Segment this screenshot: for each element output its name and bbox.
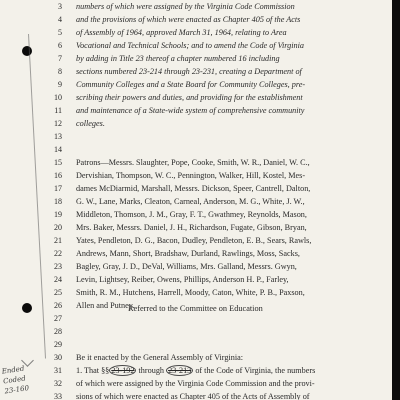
patrons-line: 15 Patrons—Messrs. Slaughter, Pope, Cooke, Smith, W. R., Daniel, W. C.,	[54, 158, 310, 167]
bill-line: 4 and the provisions of which were enacted as Chapter 405 of the Acts	[58, 15, 301, 24]
bill-line: 3 numbers of which were assigned by the Virginia Code Commission	[58, 2, 295, 11]
bill-line: 9 Community Colleges and a State Board for Community Colleges, pre-	[58, 80, 306, 89]
patrons-line: 21 Yates, Pendleton, D. G., Bacon, Dudley, Pendleton, E. B., Sears, Rawls,	[54, 236, 312, 245]
patrons-line: 19 Middleton, Thomson, J. M., Gray, F. T., Gwathmey, Reynolds, Mason,	[54, 210, 307, 219]
bill-line: 11 and maintenance of a State-wide system of comprehensive community	[54, 106, 305, 115]
circled-section-reference: 23-213	[168, 366, 192, 375]
scan-border	[392, 0, 400, 400]
handwritten-margin-note: Ended Coded 23-160	[1, 364, 30, 396]
patrons-line: 20 Mrs. Baker, Messrs. Daniel, J. H., Richardson, Fugate, Gibson, Bryan,	[54, 223, 307, 232]
patrons-line: 16 Dervishian, Thompson, W. C., Pennington, Walker, Hill, Kostel, Mes-	[54, 171, 306, 180]
bill-line: 28	[54, 327, 62, 336]
circled-section-reference: 23-192	[111, 366, 135, 375]
enactment-line: 30 Be it enacted by the General Assembly of Virginia:	[54, 353, 244, 362]
patrons-line: 18 G. W., Lane, Marks, Cleaton, Carneal, Anderson, M. G., White, J. W.,	[54, 197, 305, 206]
patrons-line: 22 Andrews, Mann, Short, Bradshaw, Durland, Rawlings, Moss, Sacks,	[54, 249, 300, 258]
bill-line: 29	[54, 340, 62, 349]
punch-hole-top	[22, 46, 32, 56]
committee-referral: Referred to the Committee on Education	[128, 304, 263, 313]
bill-line: 10 scribing their powers and duties, and providing for the establishment	[54, 93, 303, 102]
punch-hole-bottom	[22, 303, 32, 313]
bill-line: 27	[54, 314, 62, 323]
bill-line: 8 sections numbered 23-214 through 23-231, creating a Department of	[58, 67, 302, 76]
bill-line: 14	[54, 145, 62, 154]
bill-line: 13	[54, 132, 62, 141]
patrons-line: 17 dames McDiarmid, Marshall, Messrs. Dickson, Speer, Cantrell, Dalton,	[54, 184, 311, 193]
patrons-line: 26 Allen and Putney.	[54, 301, 135, 310]
enactment-line: 32 of which were assigned by the Virginia Code Commission and the provi-	[54, 379, 315, 388]
patrons-line: 24 Levin, Lightsey, Reiber, Owens, Phillips, Anderson H. P., Farley,	[54, 275, 289, 284]
bill-line: 6 Vocational and Technical Schools; and to amend the Code of Virginia	[58, 41, 305, 50]
patrons-line: 25 Smith, R. M., Hutchens, Harrell, Moody, Caton, White, P. B., Paxson,	[54, 288, 305, 297]
patrons-line: 23 Bagley, Gray, J. D., DeVal, Williams, Mrs. Galland, Messrs. Gwyn,	[54, 262, 297, 271]
enactment-line: 33 sions of which were enacted as Chapter 405 of the Acts of Assembly of	[54, 392, 310, 400]
bill-line: 12 colleges.	[54, 119, 105, 128]
enactment-line: 31 1. That §§ 23-192 through 23-213 of the Code of Virginia, the numbers	[54, 366, 316, 375]
bill-line: 7 by adding in Title 23 thereof a chapter numbered 16 including	[58, 54, 280, 63]
bill-line: 5 of Assembly of 1964, approved March 31, 1964, relating to Area	[58, 28, 287, 37]
